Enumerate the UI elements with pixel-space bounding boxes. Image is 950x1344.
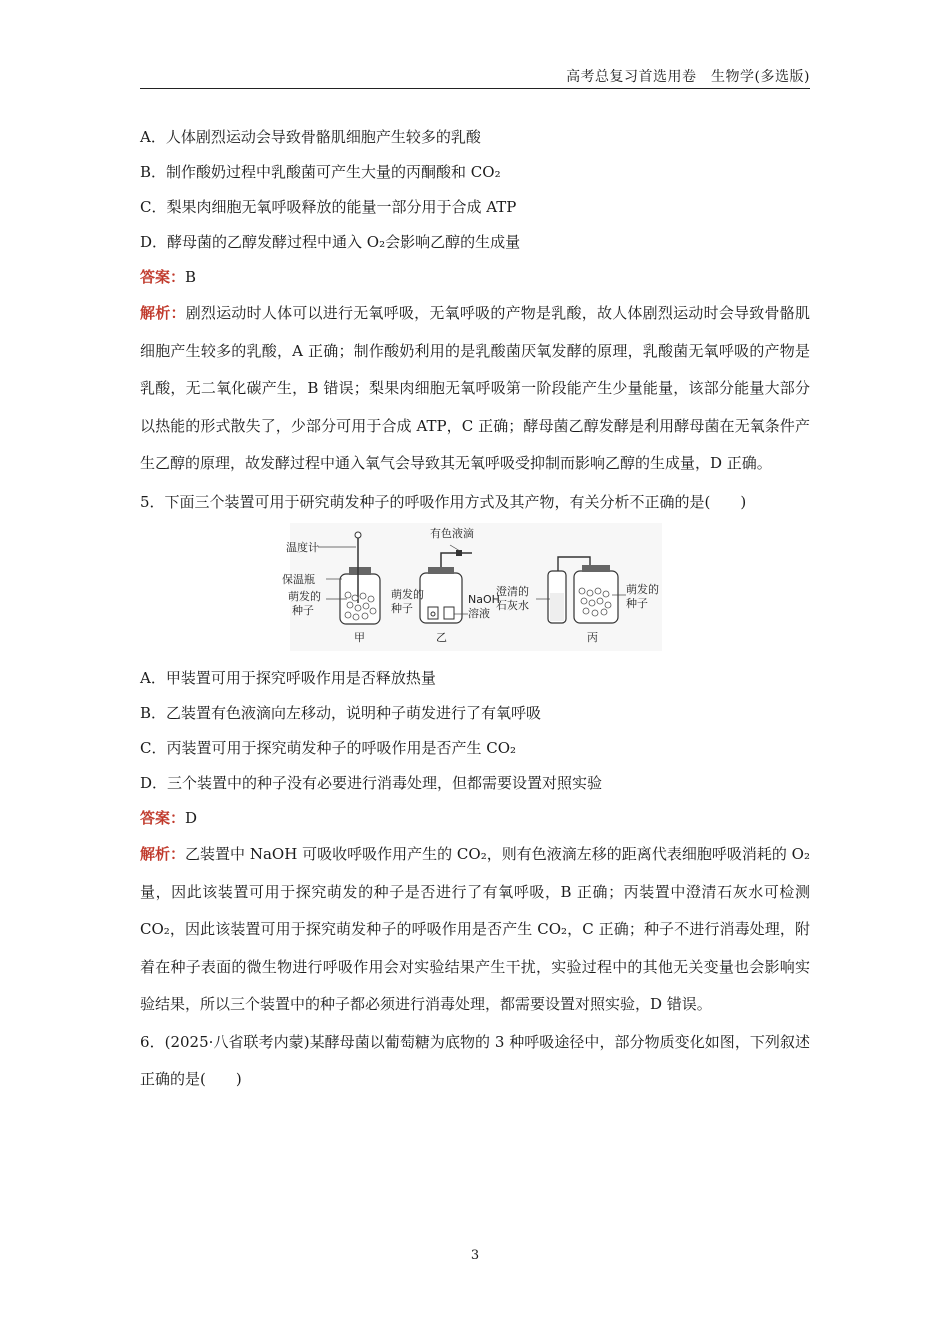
answer-value: D (185, 809, 198, 827)
page-body (140, 120, 810, 1099)
label-seeds-b-1: 萌发的 (391, 588, 424, 601)
page-header (140, 64, 810, 89)
answer-label: 答案： (140, 809, 186, 827)
label-colored-drop: 有色液滴 (430, 527, 474, 540)
analysis-text: 乙装置中 NaOH 可吸收呼吸作用产生的 CO₂，则有色液滴左移的距离代表细胞呼吸消耗的 O₂量，因此该装置可用于探究萌发的种子是否进行了有氧呼吸，B 正确；丙装置中澄清石灰水可检测 CO₂，因此该装置可用于探究萌发种子的呼吸作用是否产生 CO₂，C 正确；种子不进行消毒处理，附着在种子表面的微生物进行呼吸作用会对实验结果产生干扰，实验过程中的其他无关变量也会影响实验结果，所以三个装置中的种子都必须进行消毒处理，都需要设置对照实验，D 错误。 (140, 845, 810, 1013)
label-seeds-c-1: 萌发的 (626, 583, 659, 596)
q5-option-c: C．丙装置可用于探究萌发种子的呼吸作用是否产生 CO₂ (140, 739, 517, 757)
label-thermos: 保温瓶 (282, 573, 315, 586)
analysis-label: 解析： (140, 845, 186, 863)
analysis-label: 解析： (140, 304, 186, 322)
answer-value: B (185, 268, 197, 286)
answer-label: 答案： (140, 268, 186, 286)
q4-option-b: B．制作酸奶过程中乳酸菌可产生大量的丙酮酸和 CO₂ (140, 163, 501, 181)
q5-option-d: D．三个装置中的种子没有必要进行消毒处理，但都需要设置对照实验 (140, 774, 603, 792)
q4-option-a: A．人体剧烈运动会导致骨骼肌细胞产生较多的乳酸 (140, 128, 481, 146)
label-c: 丙 (587, 631, 598, 644)
q4-analysis (140, 295, 810, 483)
label-naoh-1: NaOH (468, 593, 500, 606)
q4-answer (140, 260, 810, 295)
label-seeds-a-1: 萌发的 (288, 590, 321, 603)
label-seeds-a-2: 种子 (292, 604, 314, 617)
label-limewater-2: 石灰水 (496, 599, 529, 612)
label-limewater-1: 澄清的 (496, 585, 529, 598)
q5-option-a: A．甲装置可用于探究呼吸作用是否释放热量 (140, 669, 436, 687)
q5-apparatus-figure (140, 521, 810, 661)
label-seeds-b-2: 种子 (391, 602, 413, 615)
q5-analysis (140, 836, 810, 1024)
q6-stem: 6．(2025·八省联考内蒙)某酵母菌以葡萄糖为底物的 3 种呼吸途径中，部分物质变化如图，下列叙述正确的是( ) (140, 1032, 810, 1088)
q5-answer (140, 801, 810, 836)
q5-stem: 5．下面三个装置可用于研究萌发种子的呼吸作用方式及其产物，有关分析不正确的是( ) (140, 492, 747, 511)
header-title: 高考总复习首选用卷 生物学(多选版) (566, 69, 810, 85)
label-a: 甲 (354, 631, 365, 644)
label-thermometer: 温度计 (286, 541, 319, 554)
label-b: 乙 (436, 631, 447, 644)
q5-option-b: B．乙装置有色液滴向左移动，说明种子萌发进行了有氧呼吸 (140, 704, 542, 722)
label-naoh-2: 溶液 (468, 607, 490, 620)
q4-option-c: C．梨果肉细胞无氧呼吸释放的能量一部分用于合成 ATP (140, 198, 517, 216)
q4-option-d: D．酵母菌的乙醇发酵过程中通入 O₂会影响乙醇的生成量 (140, 233, 521, 251)
label-seeds-c-2: 种子 (626, 597, 648, 610)
page-number: 3 (470, 1248, 480, 1263)
apparatus-diagram (282, 523, 662, 651)
analysis-text: 剧烈运动时人体可以进行无氧呼吸，无氧呼吸的产物是乳酸，故人体剧烈运动时会导致骨骼肌细胞产生较多的乳酸，A 正确；制作酸奶利用的是乳酸菌厌氧发酵的原理，乳酸菌无氧呼吸的产物是乳酸，无二氧化碳产生，B 错误；梨果肉细胞无氧呼吸第一阶段能产生少量能量，该部分能量大部分以热能的形式散失了，少部分可用于合成 ATP，C 正确；酵母菌乙醇发酵是利用酵母菌在无氧条件产生乙醇的原理，故发酵过程中通入氧气会导致其无氧呼吸受抑制而影响乙醇的生成量，D 正确。 (140, 304, 810, 472)
